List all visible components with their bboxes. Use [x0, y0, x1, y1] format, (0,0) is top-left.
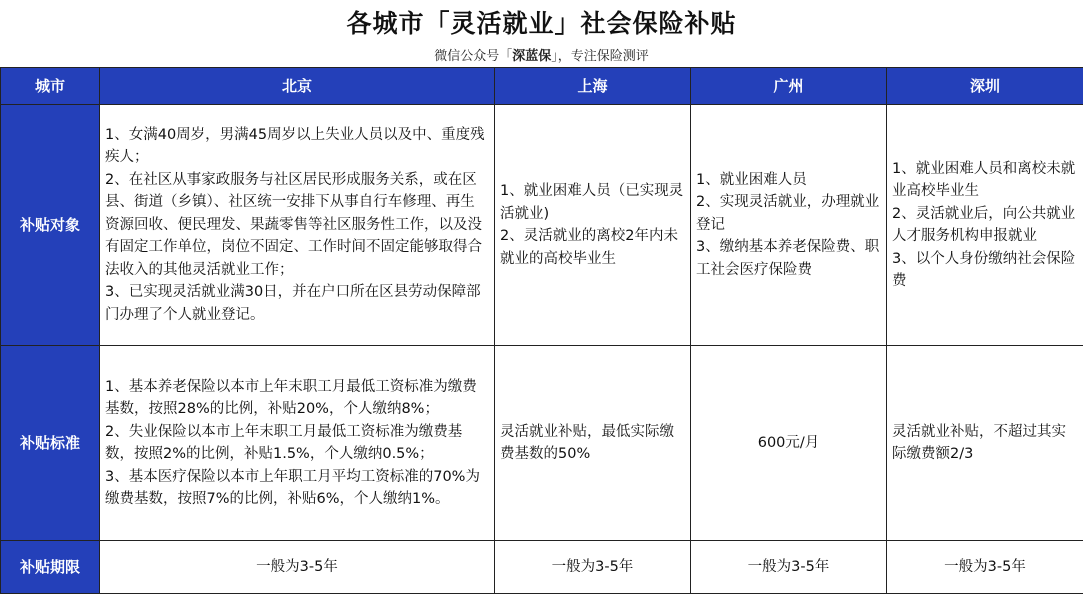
subtitle-suffix: 」，专注保险测评 — [551, 49, 649, 64]
cell-guangzhou: 1、就业困难人员 2、实现灵活就业，办理就业登记 3、缴纳基本养老保险费、职工社会医疗保险费 — [691, 105, 887, 346]
table-row — [1, 346, 1083, 541]
cell-shenzhen: 1、就业困难人员和离校未就业高校毕业生 2、灵活就业后，向公共就业人才服务机构申报就业 3、以个人身份缴纳社会保险费 — [887, 105, 1083, 346]
cell-guangzhou: 一般为3-5年 — [691, 541, 887, 594]
subtitle-prefix: 微信公众号「 — [434, 49, 512, 64]
cell-shenzhen: 一般为3-5年 — [887, 541, 1083, 594]
cell-beijing: 1、基本养老保险以本市上年末职工月最低工资标准为缴费基数，按照28%的比例，补贴20%，个人缴纳8%； 2、失业保险以本市上年末职工月最低工资标准为缴费基数，按照2%的比例，补贴1.5%，个人缴纳0.5%； 3、基本医疗保险以本市上年职工月平均工资标准的70%为缴费基数，按照7%的比例，补贴6%，个人缴纳1%。 — [100, 346, 495, 541]
row-label: 补贴标准 — [1, 346, 100, 541]
subtitle-brand: 深蓝保 — [512, 49, 551, 64]
row-label: 补贴期限 — [1, 541, 100, 594]
cell-shanghai: 灵活就业补贴，最低实际缴费基数的50% — [495, 346, 691, 541]
header-shenzhen: 深圳 — [887, 68, 1083, 105]
subsidy-table — [0, 67, 1083, 594]
cell-shanghai: 1、就业困难人员（已实现灵活就业) 2、灵活就业的离校2年内未就业的高校毕业生 — [495, 105, 691, 346]
cell-guangzhou: 600元/月 — [691, 346, 887, 541]
cell-beijing: 1、女满40周岁，男满45周岁以上失业人员以及中、重度残疾人； 2、在社区从事家政服务与社区居民形成服务关系，或在区县、街道（乡镇）、社区统一安排下从事自行车修理、再生资源回收、便民理发、果蔬零售等社区服务性工作，以及没有固定工作单位，岗位不固定、工作时间不固定能够取得合法收入的其他灵活就业工作； 3、已实现灵活就业满30日，并在户口所在区县劳动保障部门办理了个人就业登记。 — [100, 105, 495, 346]
page-title: 各城市「灵活就业」社会保险补贴 — [0, 4, 1083, 40]
subtitle — [0, 45, 1083, 64]
table-row — [1, 541, 1083, 594]
header-shanghai: 上海 — [495, 68, 691, 105]
header-row — [1, 68, 1083, 105]
cell-shenzhen: 灵活就业补贴，不超过其实际缴费额2/3 — [887, 346, 1083, 541]
header-beijing: 北京 — [100, 68, 495, 105]
table-row — [1, 105, 1083, 346]
cell-beijing: 一般为3-5年 — [100, 541, 495, 594]
row-label: 补贴对象 — [1, 105, 100, 346]
header-guangzhou: 广州 — [691, 68, 887, 105]
cell-shanghai: 一般为3-5年 — [495, 541, 691, 594]
header-city: 城市 — [1, 68, 100, 105]
